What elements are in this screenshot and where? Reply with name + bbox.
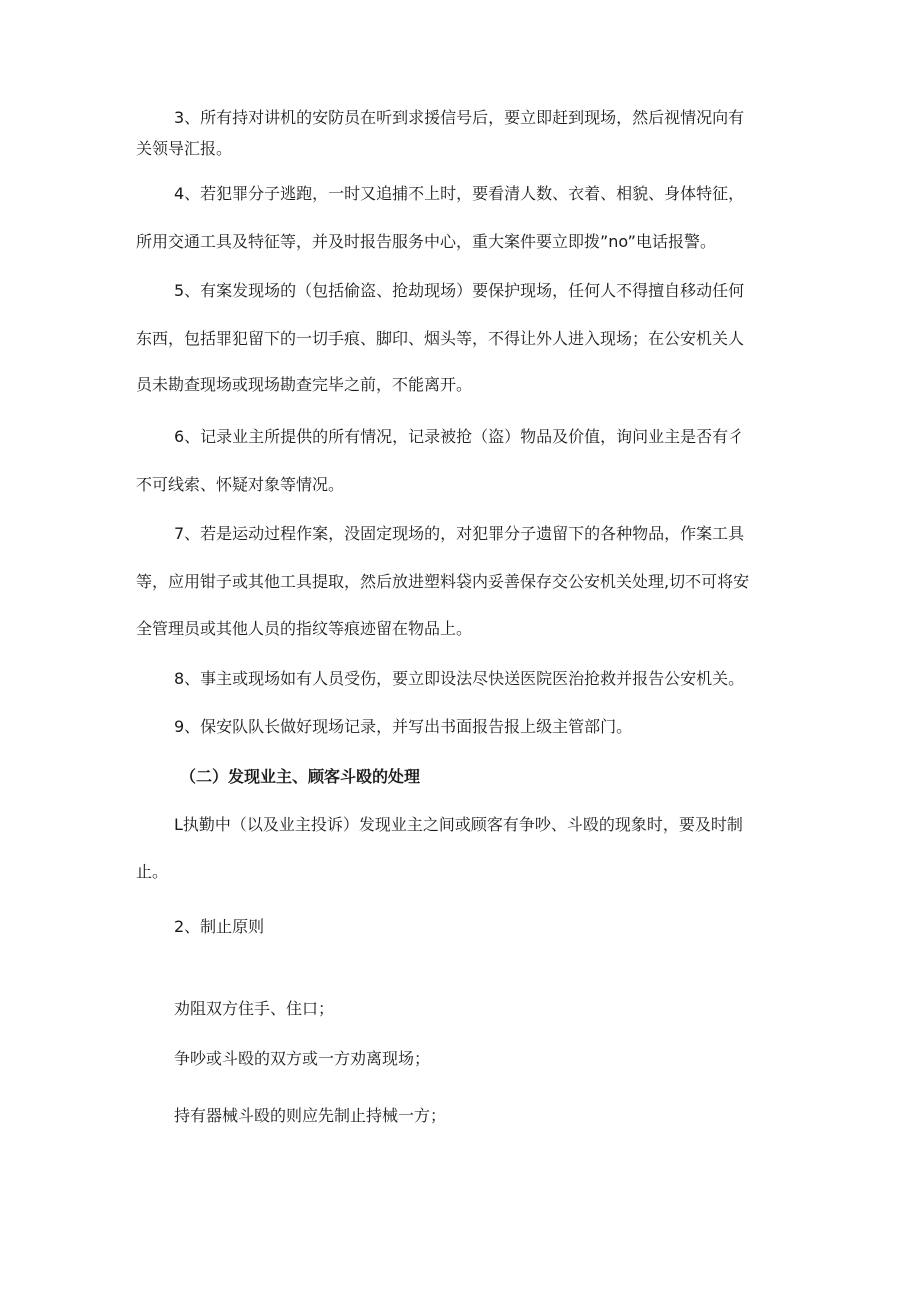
paragraph-4-line-1: 4、若犯罪分子逃跑，一时又追捕不上时，要看清人数、衣着、相貌、身体特征， [174, 184, 745, 203]
paragraph-l-line-2: 止。 [136, 862, 169, 881]
section-heading: （二）发现业主、顾客斗殴的处理 [180, 767, 421, 786]
paragraph-7-line-2: 等，应用钳子或其他工具提取，然后放进塑料袋内妥善保存交公安机关处理,切不可将安 [136, 572, 750, 591]
principle-item-3: 持有器械斗殴的则应先制止持械一方； [174, 1106, 447, 1125]
paragraph-5-line-3: 员未勘查现场或现场勘查完毕之前，不能离开。 [136, 375, 473, 394]
paragraph-4-line-2: 所用交通工具及特征等，并及时报告服务中心，重大案件要立即拨”no”电话报警。 [136, 232, 716, 251]
paragraph-5-line-1: 5、有案发现场的（包括偷盗、抢劫现场）要保护现场，任何人不得擅自移动任何 [174, 281, 745, 300]
paragraph-7-line-3: 全管理员或其他人员的指纹等痕迹留在物品上。 [136, 619, 473, 638]
paragraph-l-line-1: L执勤中（以及业主投诉）发现业主之间或顾客有争吵、斗殴的现象时，要及时制 [174, 815, 743, 834]
paragraph-2-line-1: 2、制止原则 [174, 917, 265, 936]
paragraph-7-line-1: 7、若是运动过程作案，没固定现场的，对犯罪分子遗留下的各种物品，作案工具 [174, 524, 745, 543]
paragraph-6-line-2: 不可线索、怀疑对象等情况。 [136, 475, 345, 494]
principle-item-2: 争吵或斗殴的双方或一方劝离现场； [174, 1049, 431, 1068]
principle-item-1: 劝阻双方住手、住口； [174, 999, 335, 1018]
paragraph-9-line-1: 9、保安队队长做好现场记录，并写出书面报告报上级主管部门。 [174, 717, 633, 736]
paragraph-8-line-1: 8、事主或现场如有人员受伤，要立即设法尽快送医院医治抢救并报告公安机关。 [174, 669, 745, 688]
paragraph-3-line-1: 3、所有持对讲机的安防员在听到求援信号后，要立即赶到现场，然后视情况向有 [174, 108, 745, 127]
paragraph-6-line-1: 6、记录业主所提供的所有情况，记录被抢（盗）物品及价值，询问业主是否有彳 [174, 427, 745, 446]
paragraph-3-line-2: 关领导汇报。 [136, 139, 233, 158]
paragraph-5-line-2: 东西，包括罪犯留下的一切手痕、脚印、烟头等，不得让外人进入现场；在公安机关人 [136, 329, 745, 348]
